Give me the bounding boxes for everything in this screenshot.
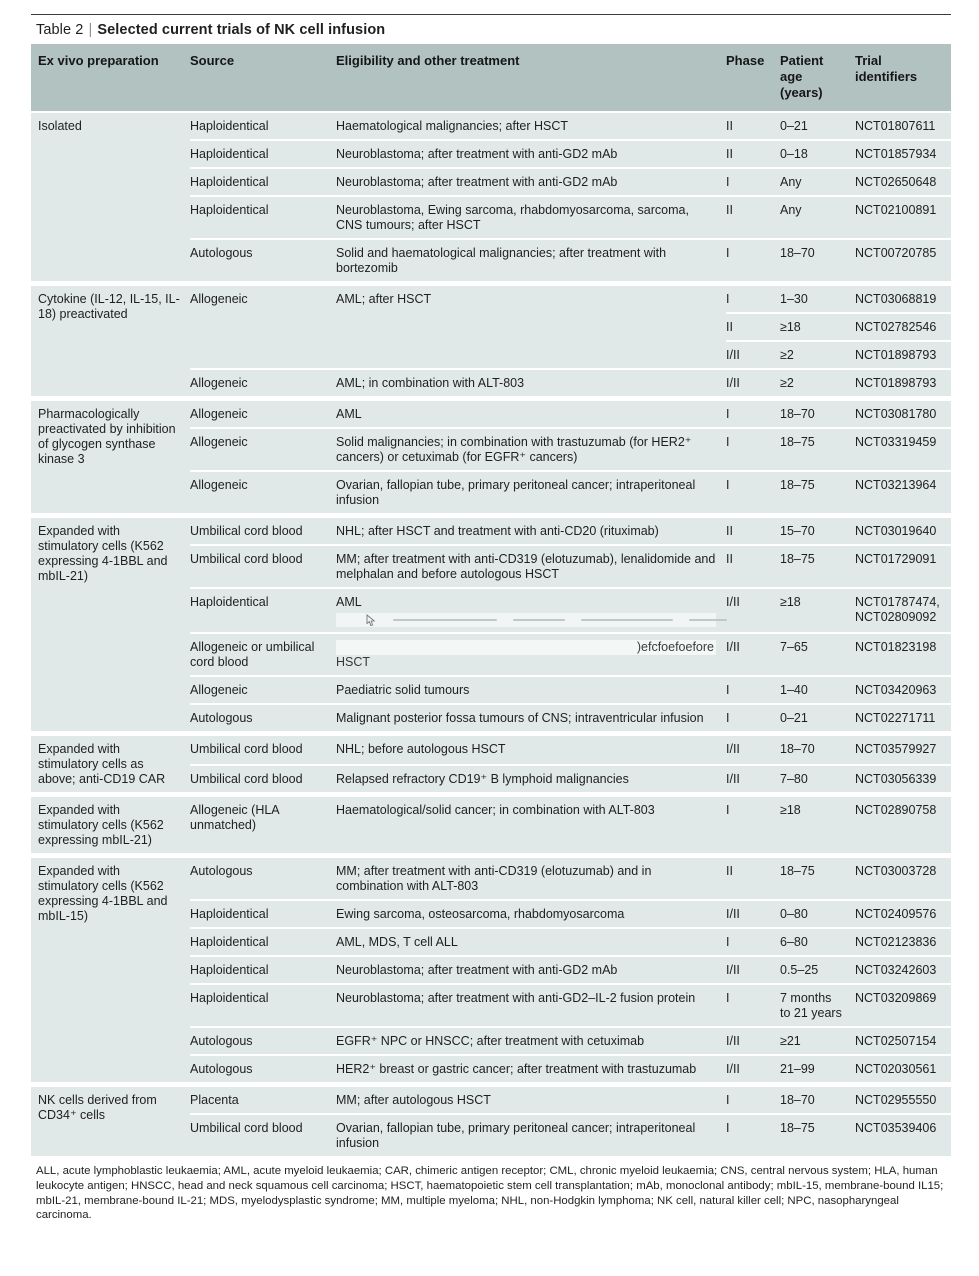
cell-eligibility: AML; in combination with ALT-803 xyxy=(336,368,726,396)
cell-phase: I/II xyxy=(726,955,780,983)
cell-source: Haploidentical xyxy=(190,139,336,167)
column-header-source: Source xyxy=(190,53,235,68)
cell-phase: II xyxy=(726,113,780,139)
cell-trial-identifier: NCT02955550 xyxy=(855,1087,951,1113)
cell-trial-identifier: NCT02271711 xyxy=(855,703,951,731)
cell-phase: I xyxy=(726,286,780,312)
erased-text-dash xyxy=(581,619,673,621)
cell-phase: II xyxy=(726,544,780,587)
group-rows xyxy=(190,1087,951,1156)
cell-trial-identifier: NCT03242603 xyxy=(855,955,951,983)
cell-phase: I/II xyxy=(726,632,780,675)
cell-patient-age: 18–75 xyxy=(780,470,855,513)
cell-patient-age: 18–75 xyxy=(780,427,855,470)
table-row xyxy=(190,113,951,139)
cell-patient-age: ≥18 xyxy=(780,797,855,853)
cell-source: Haploidentical xyxy=(190,983,336,1026)
cell-ex-vivo-preparation: Isolated xyxy=(31,113,190,281)
table-2-container xyxy=(31,14,951,1223)
cell-trial-identifier: NCT02409576 xyxy=(855,899,951,927)
cell-patient-age: 0.5–25 xyxy=(780,955,855,983)
cell-phase: I xyxy=(726,427,780,470)
erased-smudge-band xyxy=(336,613,716,627)
erased-text-dash xyxy=(393,619,497,621)
table-title-text: Selected current trials of NK cell infusion xyxy=(97,22,386,38)
table-group xyxy=(31,1087,951,1156)
cell-patient-age: Any xyxy=(780,195,855,238)
cell-patient-age: 15–70 xyxy=(780,518,855,544)
table-row xyxy=(190,587,951,632)
cell-trial-identifier: NCT03319459 xyxy=(855,427,951,470)
table-row xyxy=(190,1087,951,1113)
cell-patient-age: 6–80 xyxy=(780,927,855,955)
cell-trial-identifier: NCT03068819 xyxy=(855,286,951,312)
cell-eligibility xyxy=(336,632,726,675)
cell-eligibility: Solid and haematological malignancies; after treatment with bortezomib xyxy=(336,238,726,281)
cell-patient-age: 18–70 xyxy=(780,736,855,764)
table-row xyxy=(190,632,951,675)
cell-source: Haploidentical xyxy=(190,113,336,139)
cell-patient-age: ≥21 xyxy=(780,1026,855,1054)
cell-ex-vivo-preparation: Expanded with stimulatory cells (K562 expressing 4-1BBL and mbIL-21) xyxy=(31,518,190,731)
cell-trial-identifier: NCT00720785 xyxy=(855,238,951,281)
table-row xyxy=(190,340,951,368)
cell-eligibility: Ovarian, fallopian tube, primary peritoneal cancer; intraperitoneal infusion xyxy=(336,1113,726,1156)
cell-source: Haploidentical xyxy=(190,167,336,195)
table-row xyxy=(190,368,951,396)
cell-eligibility: Ewing sarcoma, osteosarcoma, rhabdomyosarcoma xyxy=(336,899,726,927)
cell-source: Umbilical cord blood xyxy=(190,518,336,544)
table-row xyxy=(190,983,951,1026)
cell-patient-age: 1–40 xyxy=(780,675,855,703)
table-row xyxy=(190,1054,951,1082)
cell-patient-age: Any xyxy=(780,167,855,195)
cell-patient-age: 1–30 xyxy=(780,286,855,312)
cell-trial-identifier: NCT03213964 xyxy=(855,470,951,513)
cell-trial-identifier: NCT02030561 xyxy=(855,1054,951,1082)
cell-patient-age: 18–70 xyxy=(780,238,855,281)
group-rows xyxy=(190,858,951,1082)
column-header-trial-identifiers: Trial identifiers xyxy=(855,53,918,84)
cell-source: Allogeneic xyxy=(190,675,336,703)
table-footnote: ALL, acute lymphoblastic leukaemia; AML, acute myeloid leukaemia; CAR, chimeric antigen receptor; CML, chronic myeloid leukaemia; CNS, central nervous system; HLA, human leukocyte antigen; HNSCC, head and neck squamous cell carcinoma; HSCT, haematopoietic stem cell transplantation; mAb, monoclonal antibody; mbIL-15, membrane-bound IL15; mbIL-21, membrane-bound IL-21; MDS, myelodysplastic syndrome; MM, multiple myeloma; NHL, non-Hodgkin lymphoma; NK cell, natural killer cell; NPC, nasopharyngeal carcinoma. xyxy=(36,1165,944,1222)
table-row xyxy=(190,238,951,281)
cell-phase: II xyxy=(726,858,780,899)
table-row xyxy=(190,167,951,195)
cell-patient-age: 0–80 xyxy=(780,899,855,927)
table-header-row xyxy=(31,44,951,111)
cell-source: Umbilical cord blood xyxy=(190,1113,336,1156)
cell-phase: I/II xyxy=(726,1054,780,1082)
table-row xyxy=(190,1113,951,1156)
cell-patient-age: 0–21 xyxy=(780,113,855,139)
cell-eligibility: Neuroblastoma; after treatment with anti-GD2 mAb xyxy=(336,167,726,195)
table-row xyxy=(190,764,951,792)
table-row xyxy=(190,927,951,955)
cell-eligibility: NHL; before autologous HSCT xyxy=(336,736,726,764)
table-row xyxy=(190,797,951,853)
table-body xyxy=(31,113,951,1156)
table-row xyxy=(190,858,951,899)
cell-phase: I xyxy=(726,401,780,427)
cell-trial-identifier: NCT01729091 xyxy=(855,544,951,587)
cell-phase: I xyxy=(726,1087,780,1113)
group-rows xyxy=(190,797,951,853)
table-row xyxy=(190,544,951,587)
cell-phase: II xyxy=(726,195,780,238)
cell-source: Allogeneic xyxy=(190,427,336,470)
cell-eligibility: Malignant posterior fossa tumours of CNS; intraventricular infusion xyxy=(336,703,726,731)
cell-trial-identifier: NCT01898793 xyxy=(855,368,951,396)
cell-source: Allogeneic xyxy=(190,470,336,513)
cell-phase: I xyxy=(726,983,780,1026)
cell-patient-age: 18–70 xyxy=(780,1087,855,1113)
cell-phase: II xyxy=(726,518,780,544)
cell-eligibility: Relapsed refractory CD19⁺ B lymphoid malignancies xyxy=(336,764,726,792)
table-row xyxy=(190,518,951,544)
cell-phase: I xyxy=(726,1113,780,1156)
column-header-patient-age: Patient age (years) xyxy=(780,53,824,100)
table-row xyxy=(190,286,951,312)
erased-text-dash xyxy=(689,619,727,621)
group-rows xyxy=(190,518,951,731)
cell-patient-age: 21–99 xyxy=(780,1054,855,1082)
cell-phase: I xyxy=(726,167,780,195)
cell-patient-age: 7–65 xyxy=(780,632,855,675)
cell-eligibility: Haematological malignancies; after HSCT xyxy=(336,113,726,139)
erased-text-fragment: )efcfoefoefore xyxy=(336,640,716,655)
cell-ex-vivo-preparation: Pharmacologically preactivated by inhibition of glycogen synthase kinase 3 xyxy=(31,401,190,513)
cell-source: Autologous xyxy=(190,1054,336,1082)
cell-eligibility: MM; after treatment with anti-CD319 (elotuzumab) and in combination with ALT-803 xyxy=(336,858,726,899)
cell-phase: I/II xyxy=(726,587,780,632)
cell-eligibility: Solid malignancies; in combination with trastuzumab (for HER2⁺ cancers) or cetuximab (for EGFR⁺ cancers) xyxy=(336,427,726,470)
cell-source: Autologous xyxy=(190,1026,336,1054)
table-row xyxy=(190,703,951,731)
cell-source: Haploidentical xyxy=(190,955,336,983)
cell-source: Haploidentical xyxy=(190,899,336,927)
table-title xyxy=(31,15,951,44)
cell-source: Umbilical cord blood xyxy=(190,544,336,587)
cell-source: Placenta xyxy=(190,1087,336,1113)
cell-phase: I/II xyxy=(726,899,780,927)
cell-phase: II xyxy=(726,312,780,340)
cell-source: Umbilical cord blood xyxy=(190,764,336,792)
table-group xyxy=(31,858,951,1082)
cell-source: Allogeneic xyxy=(190,401,336,427)
cell-source: Autologous xyxy=(190,858,336,899)
cell-eligibility: Haematological/solid cancer; in combination with ALT-803 xyxy=(336,797,726,853)
cell-eligibility: MM; after autologous HSCT xyxy=(336,1087,726,1113)
cell-eligibility: HER2⁺ breast or gastric cancer; after treatment with trastuzumab xyxy=(336,1054,726,1082)
cell-eligibility xyxy=(336,312,726,340)
cell-eligibility: Neuroblastoma, Ewing sarcoma, rhabdomyosarcoma, sarcoma, CNS tumours; after HSCT xyxy=(336,195,726,238)
cell-source xyxy=(190,312,336,340)
cell-trial-identifier: NCT01787474, NCT02809092 xyxy=(855,587,951,632)
cell-ex-vivo-preparation: Cytokine (IL-12, IL-15, IL-18) preactivated xyxy=(31,286,190,396)
cell-trial-identifier: NCT03420963 xyxy=(855,675,951,703)
table-row xyxy=(190,675,951,703)
cell-source: Umbilical cord blood xyxy=(190,736,336,764)
table-number: Table 2 xyxy=(36,22,84,38)
cell-patient-age: ≥2 xyxy=(780,340,855,368)
table-row xyxy=(190,470,951,513)
group-rows xyxy=(190,113,951,281)
cell-trial-identifier: NCT01823198 xyxy=(855,632,951,675)
cell-source: Allogeneic (HLA unmatched) xyxy=(190,797,336,853)
cell-phase: I/II xyxy=(726,764,780,792)
cell-eligibility: Ovarian, fallopian tube, primary peritoneal cancer; intraperitoneal infusion xyxy=(336,470,726,513)
cell-patient-age: 18–75 xyxy=(780,544,855,587)
table-group xyxy=(31,736,951,792)
cell-phase: I xyxy=(726,927,780,955)
cell-eligibility: AML; after HSCT xyxy=(336,286,726,312)
cell-source: Haploidentical xyxy=(190,195,336,238)
cell-trial-identifier: NCT02100891 xyxy=(855,195,951,238)
cell-patient-age: ≥18 xyxy=(780,312,855,340)
cell-patient-age: ≥18 xyxy=(780,587,855,632)
cell-trial-identifier: NCT02507154 xyxy=(855,1026,951,1054)
table-group xyxy=(31,113,951,281)
cell-source: Allogeneic xyxy=(190,368,336,396)
cell-source xyxy=(190,340,336,368)
column-header-ex-vivo-preparation: Ex vivo preparation xyxy=(38,53,159,68)
column-header-phase: Phase xyxy=(726,53,765,68)
table-row xyxy=(190,312,951,340)
cell-ex-vivo-preparation: Expanded with stimulatory cells as above; anti-CD19 CAR xyxy=(31,736,190,792)
table-row xyxy=(190,899,951,927)
table-row xyxy=(190,955,951,983)
cell-trial-identifier: NCT03081780 xyxy=(855,401,951,427)
cell-phase: I xyxy=(726,703,780,731)
cell-eligibility: Neuroblastoma; after treatment with anti-GD2–IL-2 fusion protein xyxy=(336,983,726,1026)
cell-phase: I xyxy=(726,470,780,513)
cell-source: Autologous xyxy=(190,238,336,281)
cell-phase: I/II xyxy=(726,736,780,764)
table-row xyxy=(190,427,951,470)
cell-eligibility xyxy=(336,340,726,368)
cell-eligibility xyxy=(336,587,726,632)
cell-source: Allogeneic or umbilical cord blood xyxy=(190,632,336,675)
cell-ex-vivo-preparation: Expanded with stimulatory cells (K562 expressing 4-1BBL and mbIL-15) xyxy=(31,858,190,1082)
cell-eligibility: MM; after treatment with anti-CD319 (elotuzumab), lenalidomide and melphalan and before autologous HSCT xyxy=(336,544,726,587)
cell-eligibility: AML xyxy=(336,401,726,427)
cell-phase: I xyxy=(726,797,780,853)
cell-trial-identifier: NCT03019640 xyxy=(855,518,951,544)
cell-trial-identifier: NCT03209869 xyxy=(855,983,951,1026)
cell-patient-age: 18–75 xyxy=(780,858,855,899)
cell-trial-identifier: NCT03003728 xyxy=(855,858,951,899)
cell-patient-age: 7–80 xyxy=(780,764,855,792)
group-rows xyxy=(190,401,951,513)
cell-phase: II xyxy=(726,139,780,167)
cell-phase: I xyxy=(726,675,780,703)
column-header-eligibility: Eligibility and other treatment xyxy=(336,53,520,68)
cell-ex-vivo-preparation: Expanded with stimulatory cells (K562 expressing mbIL-21) xyxy=(31,797,190,853)
cell-ex-vivo-preparation: NK cells derived from CD34⁺ cells xyxy=(31,1087,190,1156)
cell-trial-identifier: NCT01857934 xyxy=(855,139,951,167)
cell-patient-age: 18–70 xyxy=(780,401,855,427)
cell-trial-identifier: NCT03579927 xyxy=(855,736,951,764)
cell-phase: I xyxy=(726,238,780,281)
cell-phase: I/II xyxy=(726,1026,780,1054)
cell-trial-identifier: NCT02650648 xyxy=(855,167,951,195)
eligibility-text: AML xyxy=(336,595,362,609)
table-group xyxy=(31,797,951,853)
cell-eligibility: NHL; after HSCT and treatment with anti-CD20 (rituximab) xyxy=(336,518,726,544)
cell-trial-identifier: NCT02782546 xyxy=(855,312,951,340)
cell-trial-identifier: NCT03539406 xyxy=(855,1113,951,1156)
cell-eligibility: EGFR⁺ NPC or HNSCC; after treatment with cetuximab xyxy=(336,1026,726,1054)
table-row xyxy=(190,1026,951,1054)
group-rows xyxy=(190,736,951,792)
cell-eligibility: Paediatric solid tumours xyxy=(336,675,726,703)
cell-patient-age: 18–75 xyxy=(780,1113,855,1156)
erased-text-fragment: HSCT xyxy=(336,655,371,669)
erased-text-dash xyxy=(513,619,565,621)
table-title-separator: | xyxy=(88,22,93,38)
cell-trial-identifier: NCT02890758 xyxy=(855,797,951,853)
cell-source: Autologous xyxy=(190,703,336,731)
cell-eligibility: AML, MDS, T cell ALL xyxy=(336,927,726,955)
cell-source: Haploidentical xyxy=(190,587,336,632)
cell-source: Allogeneic xyxy=(190,286,336,312)
table-group xyxy=(31,286,951,396)
cell-patient-age: 7 months to 21 years xyxy=(780,983,855,1026)
cell-patient-age: ≥2 xyxy=(780,368,855,396)
cell-source: Haploidentical xyxy=(190,927,336,955)
cell-eligibility: Neuroblastoma; after treatment with anti-GD2 mAb xyxy=(336,139,726,167)
cursor-artifact-icon xyxy=(366,614,377,627)
table-row xyxy=(190,139,951,167)
table-row xyxy=(190,195,951,238)
cell-phase: I/II xyxy=(726,340,780,368)
table-group xyxy=(31,518,951,731)
cell-trial-identifier: NCT01898793 xyxy=(855,340,951,368)
cell-trial-identifier: NCT01807611 xyxy=(855,113,951,139)
table-group xyxy=(31,401,951,513)
table-row xyxy=(190,401,951,427)
cell-patient-age: 0–21 xyxy=(780,703,855,731)
cell-trial-identifier: NCT03056339 xyxy=(855,764,951,792)
cell-phase: I/II xyxy=(726,368,780,396)
cell-trial-identifier: NCT02123836 xyxy=(855,927,951,955)
cell-patient-age: 0–18 xyxy=(780,139,855,167)
cell-eligibility: Neuroblastoma; after treatment with anti-GD2 mAb xyxy=(336,955,726,983)
table-row xyxy=(190,736,951,764)
group-rows xyxy=(190,286,951,396)
